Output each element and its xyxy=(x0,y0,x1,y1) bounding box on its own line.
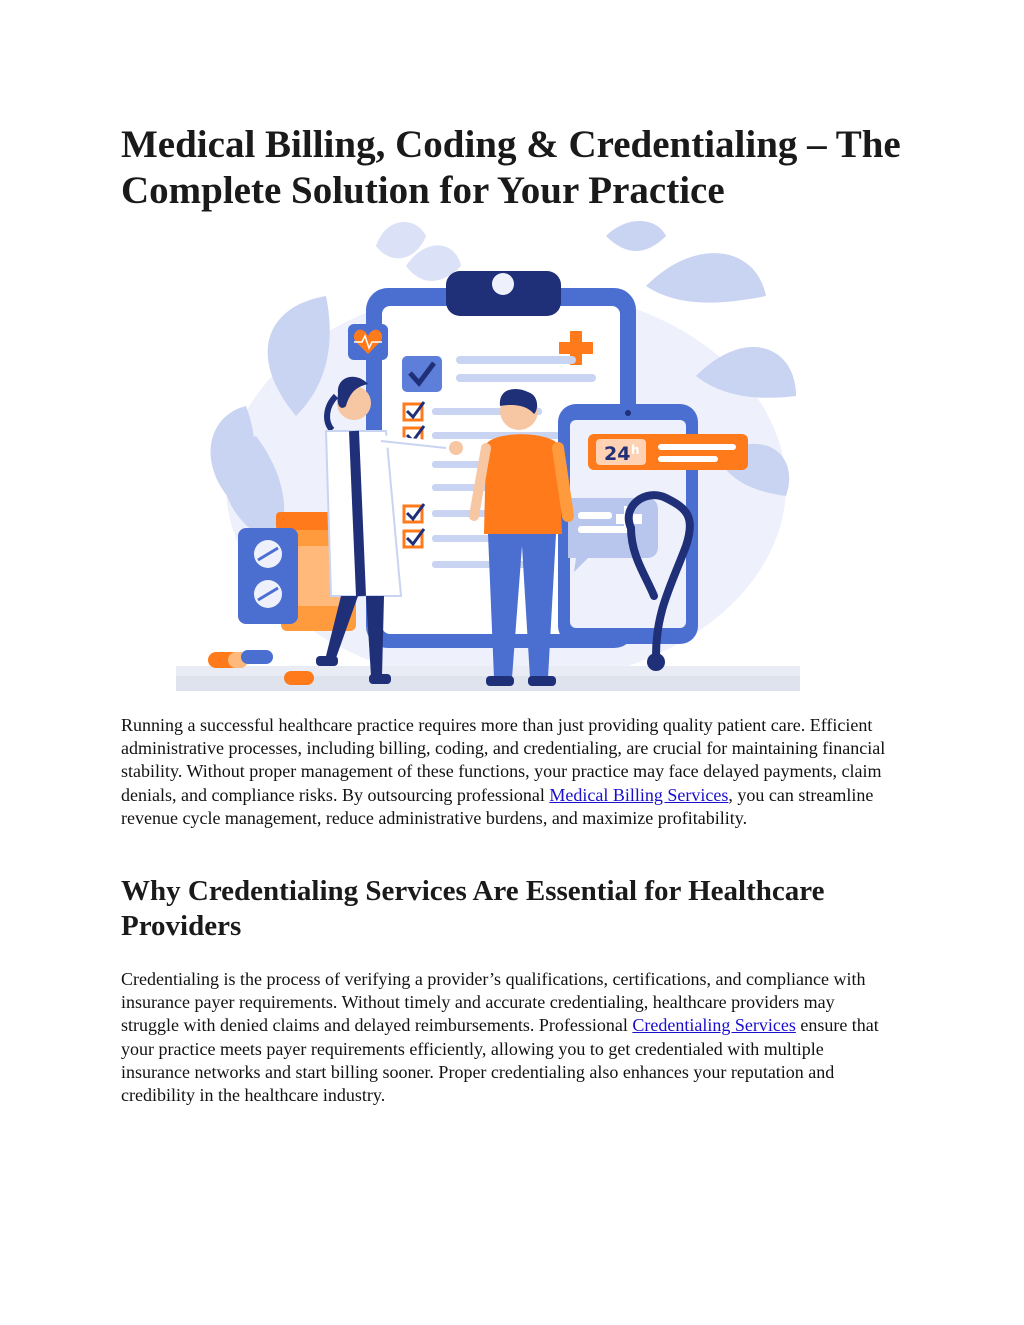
intro-text-after: , you can streamline revenue cycle management, reduce administrative burdens, and maximize profitability. xyxy=(121,784,874,828)
credentialing-paragraph xyxy=(121,968,896,1107)
intro-paragraph xyxy=(121,714,896,830)
pill-box xyxy=(238,528,298,624)
badge-24-text: 24 xyxy=(604,443,631,465)
hero-illustration xyxy=(176,216,800,691)
section-heading: Why Credentialing Services Are Essential for Healthcare Providers xyxy=(121,875,825,942)
medical-billing-services-link[interactable]: Medical Billing Services xyxy=(549,784,729,805)
credentialing-text-before: Credentialing is the process of verifying a provider’s qualifications, certifications, and compliance with insurance payer requirements. Without timely and accurate credentialing, healthcare providers may struggle with denied claims and delayed reimbursements. Professional xyxy=(121,969,866,1036)
heart-icon xyxy=(348,324,388,360)
24-hour-badge xyxy=(588,434,748,470)
credentialing-text-after: ensure that your practice meets payer requirements efficiently, allowing you to get credentialed with multiple insurance networks and start billing sooner. Proper credentialing also enhances your reputation and credibility in the healthcare industry. xyxy=(121,1015,879,1106)
badge-h-text: h xyxy=(631,443,640,457)
intro-text-before: Running a successful healthcare practice requires more than just providing quality patient care. Efficient administrative processes, including billing, coding, and credentialing, are crucial for maintaining financial stability. Without proper management of these functions, your practice may face delayed payments, claim denials, and compliance risks. By outsourcing professional xyxy=(121,715,886,805)
page-title: Medical Billing, Coding & Credentialing – The Complete Solution for Your Practice xyxy=(121,123,901,212)
credentialing-services-link[interactable]: Credentialing Services xyxy=(632,1015,796,1036)
medical-illustration xyxy=(176,216,800,691)
